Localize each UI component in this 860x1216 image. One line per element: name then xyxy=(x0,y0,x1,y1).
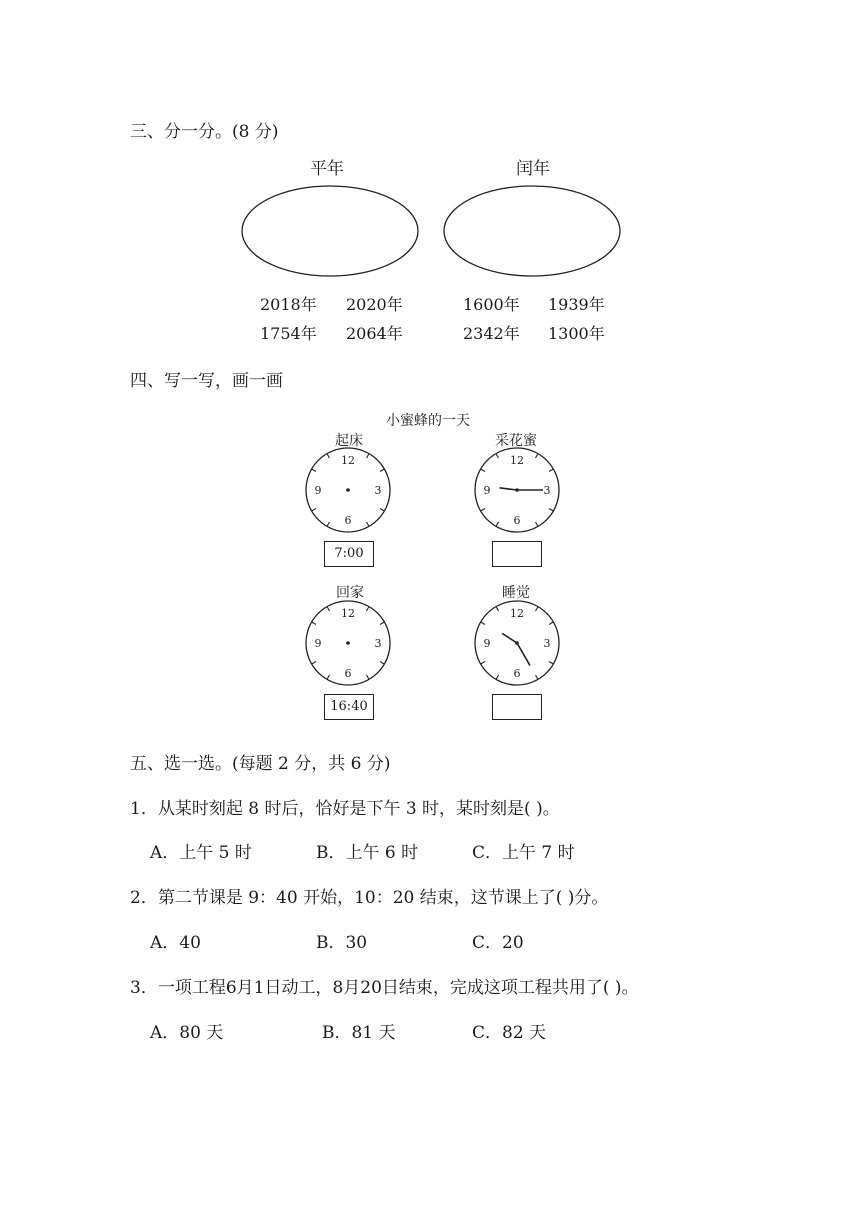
year-item[interactable]: 2020年 xyxy=(346,295,403,314)
option-2b[interactable]: B．30 xyxy=(316,933,368,953)
clock-tick xyxy=(536,522,539,526)
option-2a[interactable]: A．40 xyxy=(150,933,201,953)
question-1[interactable]: 1．从某时刻起 8 时后，恰好是下午 3 时，某时刻是( )。 xyxy=(130,799,560,819)
clock-center xyxy=(346,488,350,492)
option-3b[interactable]: B．81 天 xyxy=(322,1023,396,1043)
option-3c[interactable]: C．82 天 xyxy=(472,1023,547,1043)
clock-tick xyxy=(380,622,384,625)
clocks-diagram xyxy=(290,440,580,730)
dial-number: 9 xyxy=(314,637,322,650)
clock-tick xyxy=(481,622,485,625)
clock-hand xyxy=(517,643,530,666)
clock-label-gather: 采花蜜 xyxy=(495,433,537,449)
section5-heading: 五、选一选。(每题 2 分，共 6 分) xyxy=(130,754,391,774)
clock-label-home: 回家 xyxy=(336,585,364,601)
clock-face-home[interactable] xyxy=(306,601,390,685)
clock-tick xyxy=(536,607,539,611)
dial-number: 6 xyxy=(344,514,352,527)
dial-number: 6 xyxy=(344,667,352,680)
time-box-home: 16:40 xyxy=(324,694,374,720)
section4-heading: 四、写一写，画一画 xyxy=(130,371,283,391)
clock-tick xyxy=(496,454,499,458)
clock-tick xyxy=(327,607,330,611)
dial-number: 3 xyxy=(374,484,382,497)
common-year-label: 平年 xyxy=(310,159,344,179)
dial-number: 3 xyxy=(374,637,382,650)
time-box-wake: 7:00 xyxy=(324,541,374,567)
dial-number: 12 xyxy=(510,454,524,467)
clock-tick xyxy=(327,454,330,458)
clock-tick xyxy=(312,622,316,625)
year-item[interactable]: 1939年 xyxy=(548,295,605,314)
clock-label-sleep: 睡觉 xyxy=(502,585,530,601)
clock-tick xyxy=(496,607,499,611)
clock-tick xyxy=(380,469,384,472)
clock-tick xyxy=(549,469,553,472)
dial-number: 9 xyxy=(483,484,491,497)
dial-number: 6 xyxy=(513,514,521,527)
clock-tick xyxy=(327,522,330,526)
year-item[interactable]: 2064年 xyxy=(346,324,403,343)
sorting-ellipses xyxy=(236,180,628,285)
year-item[interactable]: 2342年 xyxy=(463,324,520,343)
clock-tick xyxy=(367,607,370,611)
option-2c[interactable]: C．20 xyxy=(472,933,524,953)
clock-label-wake: 起床 xyxy=(335,433,363,449)
time-box-gather[interactable] xyxy=(492,541,542,567)
dial-number: 9 xyxy=(483,637,491,650)
dial-number: 12 xyxy=(510,607,524,620)
common-year-ellipse[interactable] xyxy=(242,186,418,276)
clock-tick xyxy=(549,622,553,625)
clock-tick xyxy=(367,675,370,679)
diagram-title: 小蜜蜂的一天 xyxy=(386,413,470,429)
option-1a[interactable]: A．上午 5 时 xyxy=(150,843,252,863)
clock-tick xyxy=(312,509,316,512)
clock-hand xyxy=(499,488,517,490)
clock-tick xyxy=(367,454,370,458)
clock-tick xyxy=(312,662,316,665)
dial-number: 12 xyxy=(341,454,355,467)
clock-tick xyxy=(380,509,384,512)
clock-face-gather[interactable] xyxy=(475,448,559,532)
clock-tick xyxy=(367,522,370,526)
dial-number: 6 xyxy=(513,667,521,680)
clock-tick xyxy=(496,675,499,679)
option-1b[interactable]: B．上午 6 时 xyxy=(316,843,419,863)
clock-hand xyxy=(502,633,517,643)
clock-tick xyxy=(496,522,499,526)
clock-tick xyxy=(481,662,485,665)
clock-tick xyxy=(536,454,539,458)
clock-tick xyxy=(380,662,384,665)
option-3a[interactable]: A．80 天 xyxy=(150,1023,224,1043)
dial-number: 3 xyxy=(543,484,551,497)
clock-tick xyxy=(481,509,485,512)
dial-number: 9 xyxy=(314,484,322,497)
clock-tick xyxy=(549,662,553,665)
section3-heading: 三、分一分。(8 分) xyxy=(130,122,279,142)
clock-tick xyxy=(536,675,539,679)
year-item[interactable]: 1754年 xyxy=(260,324,317,343)
dial-number: 12 xyxy=(341,607,355,620)
clock-tick xyxy=(481,469,485,472)
question-3[interactable]: 3．一项工程6月1日动工，8月20日结束，完成这项工程共用了( )。 xyxy=(130,978,639,998)
dial-number: 3 xyxy=(543,637,551,650)
time-box-sleep[interactable] xyxy=(492,694,542,720)
option-1c[interactable]: C．上午 7 时 xyxy=(472,843,575,863)
year-item[interactable]: 1600年 xyxy=(463,295,520,314)
question-2[interactable]: 2．第二节课是 9：40 开始，10：20 结束，这节课上了( )分。 xyxy=(130,888,609,908)
clock-face-wake xyxy=(306,448,390,532)
year-item[interactable]: 2018年 xyxy=(260,295,317,314)
clock-tick xyxy=(312,469,316,472)
year-item[interactable]: 1300年 xyxy=(548,324,605,343)
clock-face-sleep xyxy=(475,601,559,685)
leap-year-label: 闰年 xyxy=(516,159,550,179)
clock-center xyxy=(346,641,350,645)
clock-tick xyxy=(549,509,553,512)
clock-tick xyxy=(327,675,330,679)
leap-year-ellipse[interactable] xyxy=(444,186,620,276)
